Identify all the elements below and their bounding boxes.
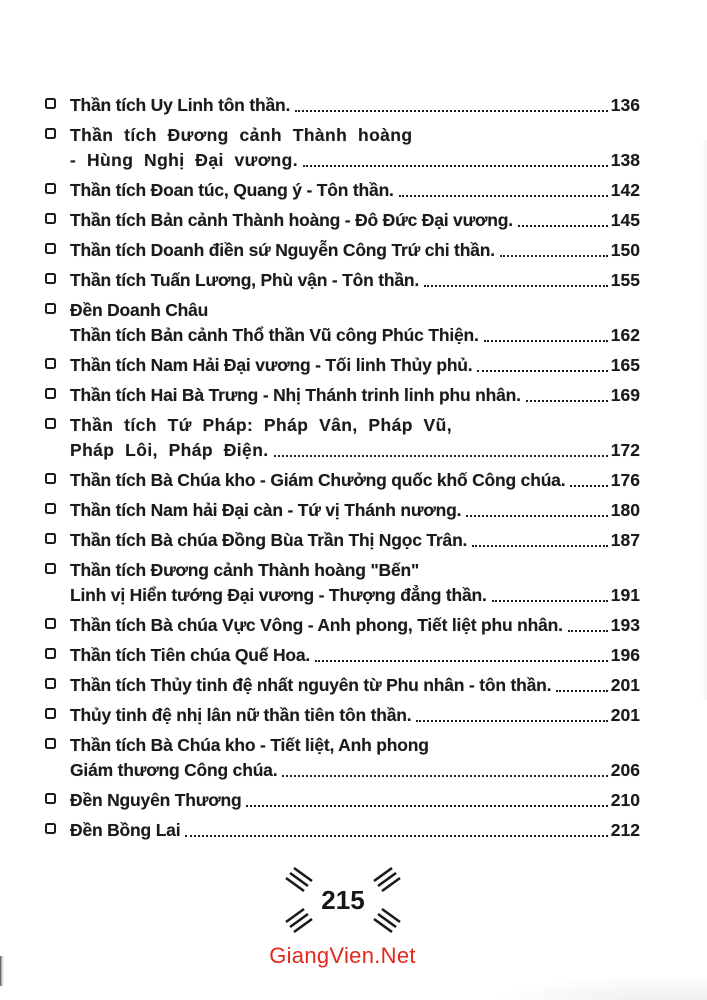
- toc-entry: [45, 818, 640, 843]
- dot-leader: [246, 805, 607, 807]
- dot-leader: [399, 195, 608, 197]
- checkbox-square-icon: [45, 273, 56, 284]
- dot-leader: [295, 110, 608, 112]
- entry-page-number: 201: [610, 705, 640, 725]
- entry-title: Thần tích Bà chúa Vực Vông - Anh phong, Tiết liệt phu nhân.: [70, 615, 563, 635]
- entry-page-number: 162: [610, 325, 640, 345]
- toc-entry-line: [70, 673, 640, 698]
- toc-entry-line: [70, 733, 640, 758]
- toc-entry-line-2: [70, 148, 640, 173]
- toc-entry-line-2: [70, 583, 640, 608]
- entry-title: Thần tích Doanh điền sứ Nguyễn Công Trứ chi thần.: [70, 240, 495, 260]
- checkbox-square-icon: [45, 128, 56, 139]
- toc-entry-content: [70, 673, 640, 698]
- toc-entry-content: [70, 353, 640, 378]
- entry-page-number: 187: [610, 530, 640, 550]
- toc-entry: [45, 673, 640, 698]
- toc-entry-line: [70, 528, 640, 553]
- toc-entry: [45, 238, 640, 263]
- dot-leader: [526, 400, 608, 402]
- checkbox-square-icon: [45, 303, 56, 314]
- entry-title: Thần tích Bà Chúa kho - Giám Chưởng quốc khố Công chúa.: [70, 470, 566, 490]
- toc-entry-line: [70, 123, 640, 148]
- toc-entry-line: [70, 238, 640, 263]
- toc-entry-content: [70, 298, 640, 348]
- toc-entry-line: [70, 468, 640, 493]
- entry-title: Thần tích Đương cảnh Thành hoàng "Bến": [70, 560, 420, 580]
- entry-page-number: 138: [610, 150, 640, 170]
- entry-page-number: 193: [610, 615, 640, 635]
- scan-shadow-right-edge: [700, 140, 707, 700]
- toc-entry-line-2: [70, 758, 640, 783]
- dot-leader: [274, 455, 608, 457]
- entry-title-line2: Giám thương Công chúa.: [70, 760, 278, 780]
- checkbox-square-icon: [45, 793, 56, 804]
- toc-entry-content: [70, 178, 640, 203]
- entry-title-line2: Linh vị Hiển tướng Đại vương - Thượng đẳng thần.: [70, 585, 487, 605]
- toc-entry: [45, 353, 640, 378]
- entry-title: Thần tích Thủy tinh đệ nhất nguyên từ Phu nhân - tôn thần.: [70, 675, 552, 695]
- toc-entry-line: [70, 178, 640, 203]
- dot-leader: [492, 600, 608, 602]
- toc-entry-content: [70, 208, 640, 233]
- checkbox-square-icon: [45, 738, 56, 749]
- toc-entry-line: [70, 498, 640, 523]
- toc-entry-content: [70, 383, 640, 408]
- entry-page-number: 145: [610, 210, 640, 230]
- entry-title: Thần tích Nam hải Đại càn - Tứ vị Thánh nương.: [70, 500, 462, 520]
- checkbox-square-icon: [45, 243, 56, 254]
- dot-leader: [424, 285, 608, 287]
- toc-entry-line: [70, 383, 640, 408]
- toc-entry: [45, 788, 640, 813]
- toc-entry-content: [70, 558, 640, 608]
- toc-entry-line: [70, 413, 640, 438]
- toc-entry-line: [70, 613, 640, 638]
- toc-entry-line: [70, 93, 640, 118]
- entry-title: Thần tích Hai Bà Trưng - Nhị Thánh trinh linh phu nhân.: [70, 385, 521, 405]
- toc-entry-content: [70, 498, 640, 523]
- checkbox-square-icon: [45, 388, 56, 399]
- entry-title: Đền Nguyên Thương: [70, 790, 242, 810]
- entry-page-number: 212: [610, 820, 640, 840]
- toc-entry-content: [70, 613, 640, 638]
- entry-title: Thần tích Đương cảnh Thành hoàng: [70, 125, 413, 145]
- toc-entry-content: [70, 268, 640, 293]
- entry-page-number: 165: [610, 355, 640, 375]
- checkbox-square-icon: [45, 563, 56, 574]
- entry-title: Thần tích Tuấn Lương, Phù vận - Tôn thần.: [70, 270, 420, 290]
- toc-entry-line: [70, 643, 640, 668]
- toc-entry-content: [70, 123, 640, 173]
- toc-entry: [45, 468, 640, 493]
- toc-entry-content: [70, 643, 640, 668]
- entry-title: Thần tích Bà Chúa kho - Tiết liệt, Anh phong: [70, 735, 429, 755]
- toc-entry: [45, 383, 640, 408]
- toc-entry-content: [70, 818, 640, 843]
- dot-leader: [556, 690, 607, 692]
- toc-entry-line: [70, 353, 640, 378]
- toc-entry-content: [70, 733, 640, 783]
- toc-entry-line-2: [70, 438, 640, 463]
- dot-leader: [518, 225, 608, 227]
- checkbox-square-icon: [45, 678, 56, 689]
- entry-title: Thần tích Bà chúa Đồng Bùa Trần Thị Ngọc Trân.: [70, 530, 468, 550]
- checkbox-square-icon: [45, 213, 56, 224]
- toc-entry-line: [70, 298, 640, 323]
- checkbox-square-icon: [45, 618, 56, 629]
- entry-page-number: 191: [610, 585, 640, 605]
- entry-page-number: 142: [610, 180, 640, 200]
- checkbox-square-icon: [45, 533, 56, 544]
- entry-title: Thần tích Tứ Pháp: Pháp Vân, Pháp Vũ,: [70, 415, 452, 435]
- entry-title: Thần tích Đoan túc, Quang ý - Tôn thần.: [70, 180, 394, 200]
- watermark-text: GiangVien.Net: [269, 943, 416, 968]
- entry-title: Thần tích Tiên chúa Quế Hoa.: [70, 645, 311, 665]
- toc-entry: [45, 613, 640, 638]
- toc-entry-content: [70, 703, 640, 728]
- toc-entry: [45, 298, 640, 348]
- toc-entry: [45, 558, 640, 608]
- dot-leader: [315, 660, 608, 662]
- dot-leader: [185, 835, 607, 837]
- dot-leader: [500, 255, 608, 257]
- toc-entry: [45, 528, 640, 553]
- page-number-ornament: [282, 865, 404, 935]
- checkbox-square-icon: [45, 823, 56, 834]
- toc-entry-line: [70, 788, 640, 813]
- dot-leader: [416, 720, 607, 722]
- toc-entry-content: [70, 468, 640, 493]
- toc-entry-content: [70, 788, 640, 813]
- dot-leader: [303, 165, 608, 167]
- toc-entry: [45, 703, 640, 728]
- toc-entry-line: [70, 818, 640, 843]
- toc-entry: [45, 498, 640, 523]
- toc-entry: [45, 268, 640, 293]
- entry-page-number: 155: [610, 270, 640, 290]
- page-footer: [45, 865, 640, 969]
- entry-page-number: 169: [610, 385, 640, 405]
- entry-title: Thủy tinh đệ nhị lân nữ thần tiên tôn thần.: [70, 705, 412, 725]
- toc-entry: [45, 643, 640, 668]
- entry-title: Thần tích Bản cảnh Thành hoàng - Đô Đức Đại vương.: [70, 210, 513, 230]
- dot-leader: [472, 545, 608, 547]
- dot-leader: [570, 485, 607, 487]
- toc-entry-line: [70, 208, 640, 233]
- scan-smudge-bottom-right: [487, 974, 707, 1000]
- checkbox-square-icon: [45, 98, 56, 109]
- entry-page-number: 150: [610, 240, 640, 260]
- entry-page-number: 201: [610, 675, 640, 695]
- dot-leader: [477, 370, 607, 372]
- toc-entry: [45, 178, 640, 203]
- entry-title: Thần tích Uy Linh tôn thần.: [70, 95, 291, 115]
- entry-page-number: 172: [610, 440, 640, 460]
- entry-page-number: 196: [610, 645, 640, 665]
- toc-entry-line: [70, 268, 640, 293]
- toc-entry-content: [70, 93, 640, 118]
- entry-page-number: 206: [610, 760, 640, 780]
- dot-leader: [466, 515, 608, 517]
- checkbox-square-icon: [45, 648, 56, 659]
- checkbox-square-icon: [45, 503, 56, 514]
- entry-page-number: 176: [610, 470, 640, 490]
- toc-entry-line: [70, 558, 640, 583]
- entry-title-line2: Pháp Lôi, Pháp Điện.: [70, 440, 269, 460]
- checkbox-square-icon: [45, 473, 56, 484]
- toc-entry-line-2: [70, 323, 640, 348]
- checkbox-square-icon: [45, 708, 56, 719]
- entry-title-line2: Thần tích Bản cảnh Thổ thần Vũ công Phúc Thiện.: [70, 325, 479, 345]
- entry-page-number: 210: [610, 790, 640, 810]
- entry-page-number: 180: [610, 500, 640, 520]
- toc-entry: [45, 93, 640, 118]
- toc-entry: [45, 733, 640, 783]
- entry-title-line2: - Hùng Nghị Đại vương.: [70, 150, 298, 170]
- entry-title: Đền Bồng Lai: [70, 820, 181, 840]
- entry-page-number: 136: [610, 95, 640, 115]
- scan-artifact-left-edge: [0, 956, 4, 986]
- checkbox-square-icon: [45, 183, 56, 194]
- checkbox-square-icon: [45, 418, 56, 429]
- toc-entry: [45, 123, 640, 173]
- toc-entry-line: [70, 703, 640, 728]
- toc-entry-content: [70, 413, 640, 463]
- ornament-hatch-icon: [282, 865, 404, 935]
- toc-entry: [45, 208, 640, 233]
- toc-entry: [45, 413, 640, 463]
- entry-title: Thần tích Nam Hải Đại vương - Tối linh Thủy phủ.: [70, 355, 473, 375]
- dot-leader: [484, 340, 608, 342]
- checkbox-square-icon: [45, 358, 56, 369]
- toc-list: [45, 93, 640, 843]
- toc-entry-content: [70, 238, 640, 263]
- toc-entry-content: [70, 528, 640, 553]
- entry-title: Đền Doanh Châu: [70, 300, 209, 320]
- dot-leader: [282, 775, 607, 777]
- footer-page-number: 215: [320, 885, 365, 915]
- dot-leader: [568, 630, 608, 632]
